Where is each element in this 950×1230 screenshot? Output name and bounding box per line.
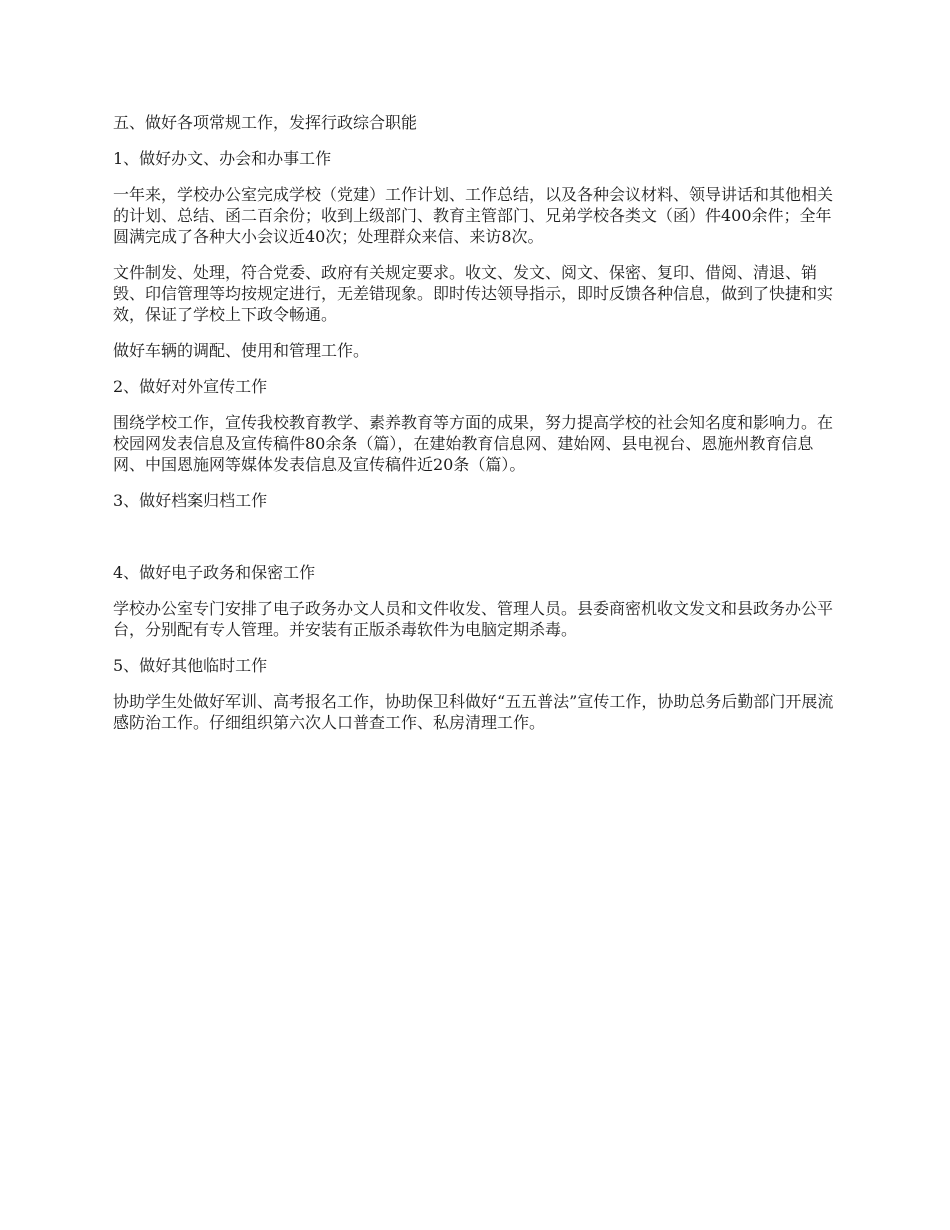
paragraph-5-1: 协助学生处做好军训、高考报名工作，协助保卫科做好“五五普法”宣传工作，协助总务后勤部门开展流感防治工作。仔细组织第六次人口普查工作、私房清理工作。 xyxy=(113,692,834,732)
paragraph-1-3: 做好车辆的调配、使用和管理工作。 xyxy=(113,341,370,360)
paragraph-1-2: 文件制发、处理，符合党委、政府有关规定要求。收文、发文、阅文、保密、复印、借阅、清退、销毁、印信管理等均按规定进行，无差错现象。即时传达领导指示，即时反馈各种信息，做到了快捷和实效，保证了学校上下政令畅通。 xyxy=(113,263,834,324)
item-heading-2: 2、做好对外宣传工作 xyxy=(113,377,268,396)
empty-content-gap xyxy=(113,526,845,562)
document-page xyxy=(113,112,845,748)
item-heading-4: 4、做好电子政务和保密工作 xyxy=(113,563,316,582)
item-heading-3: 3、做好档案归档工作 xyxy=(113,491,268,510)
paragraph-4-1: 学校办公室专门安排了电子政务办文人员和文件收发、管理人员。县委商密机收文发文和县政务办公平台，分别配有专人管理。并安装有正版杀毒软件为电脑定期杀毒。 xyxy=(113,599,834,639)
paragraph-1-1: 一年来，学校办公室完成学校（党建）工作计划、工作总结，以及各种会议材料、领导讲话和其他相关的计划、总结、函二百余份；收到上级部门、教育主管部门、兄弟学校各类文（函）件400余件；全年圆满完成了各种大小会议近40次；处理群众来信、来访8次。 xyxy=(113,185,834,246)
section-heading: 五、做好各项常规工作，发挥行政综合职能 xyxy=(113,113,418,132)
item-heading-1: 1、做好办文、办会和办事工作 xyxy=(113,149,332,168)
paragraph-2-1: 围绕学校工作，宣传我校教育教学、素养教育等方面的成果，努力提高学校的社会知名度和影响力。在校园网发表信息及宣传稿件80余条（篇），在建始教育信息网、建始网、县电视台、恩施州教育信息网、中国恩施网等媒体发表信息及宣传稿件近20条（篇）。 xyxy=(113,413,834,474)
item-heading-5: 5、做好其他临时工作 xyxy=(113,656,268,675)
